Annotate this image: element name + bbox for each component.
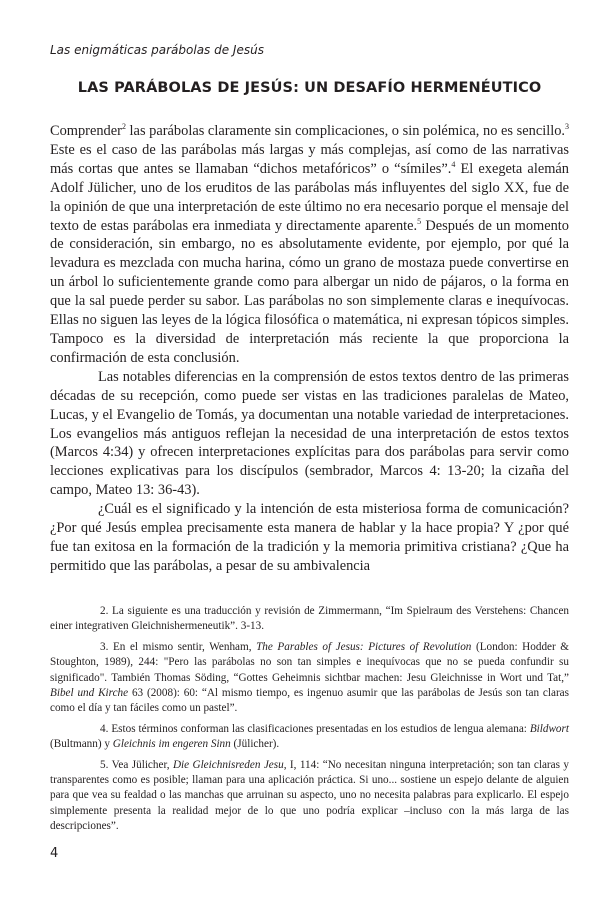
footnote-4 xyxy=(50,722,569,753)
footnotes xyxy=(50,604,569,840)
footnote-ref-2[interactable]: 2 xyxy=(121,122,126,132)
footnote-ref-5[interactable]: 5 xyxy=(417,216,422,226)
fn3-book-title: The Parables of Jesus: Pictures of Revolution xyxy=(256,640,472,653)
body-text xyxy=(50,122,569,576)
fn4-term-2: Gleichnis im engeren Sinn xyxy=(112,738,231,751)
chapter-section-title: LAS PARÁBOLAS DE JESÚS: UN DESAFÍO HERMENÉUTICO xyxy=(77,80,542,96)
footnote-ref-4[interactable]: 4 xyxy=(451,160,456,170)
page-number: 4 xyxy=(50,846,59,861)
footnote-3 xyxy=(50,640,569,717)
fn3-text-c: (London: Hodder & Stoughton, 1989), 244: "Pero las parábolas no son tan simples e inequívocas que no se pueda confundir su significado". También Thomas Söding, “Gottes Geheimnis sichtbar machen: Jesu Gleichnisse in Wort und Tat,” xyxy=(50,640,569,684)
p1-text-d: El exegeta alemán Adolf Jülicher, uno de los eruditos de las parábolas más influyentes del siglo XX, fue de la opinión de que una interpretación de este último no era necesario porque el mensaje del texto de estas parábolas era inmediata y directamente aparente. xyxy=(50,160,569,234)
footnote-5 xyxy=(50,758,569,835)
p1-text-c: Este es el caso de las parábolas más largas y más complejas, así como de las narrativas más cortas que antes se llamaban “dichos metafóricos” o “símiles”. xyxy=(50,141,569,177)
paragraph-2: Las notables diferencias en la comprensión de estos textos dentro de las primeras décadas de su recepción, como puede ser vistas en las tradiciones paralelas de Mateo, Lucas, y el Evangelio de Tomás, ya documentan una notable variedad de interpretaciones. Los evangelios más antiguos reflejan la necesidad de una interpretación de estos textos (Marcos 4:34) y ofrecen interpretaciones explícitas para dos parábolas para servir como lecciones explicativas para los discípulos (sembrador, Marcos 4: 13-20; la cizaña del campo, Mateo 13: 36-43). xyxy=(50,368,569,499)
fn4-term-1: Bildwort xyxy=(529,722,569,735)
fn4-text-e: (Jülicher). xyxy=(230,738,280,751)
footnote-2: 2. La siguiente es una traducción y revisión de Zimmermann, “Im Spielraum des Verstehens: Chancen einer integrativen Gleichnishermeneutik”. 3-13. xyxy=(50,605,569,633)
running-head: Las enigmáticas parábolas de Jesús xyxy=(50,43,264,57)
fn4-text-c: (Bultmann) y xyxy=(50,738,113,751)
fn3-journal-title: Bibel und Kirche xyxy=(50,687,129,700)
fn5-text-c: , I, 114: “No necesitan ninguna interpretación; son tan claras y transparentes como es posible; llaman para una aplicación práctica. Si uno... sostiene un espejo delante de alguien para que vea su fealdad o las manchas que arruinan su aspecto, uno no necesita palabras para explicarlo. El espejo simplemente presenta la realidad mejor de lo que uno podría explicar –incluso con la más larga de las descripciones”. xyxy=(50,758,569,833)
fn5-book-title: Die Gleichnisreden Jesu xyxy=(172,758,284,771)
p1-text-a: Comprender xyxy=(50,123,122,139)
paragraph-3: ¿Cuál es el significado y la intención de esta misteriosa forma de comunicación? ¿Por qué Jesús emplea precisamente esta manera de hablar y la hace propia? Y ¿por qué fue tan exitosa en la formación de la tradición y la memoria primitiva cristiana? ¿Que ha permitido que las parábolas, a pesar de su ambivalencia xyxy=(50,501,569,574)
p1-text-b: las parábolas claramente sin complicaciones, o sin polémica, no es sencillo. xyxy=(125,123,565,139)
footnote-ref-3[interactable]: 3 xyxy=(565,122,569,132)
paragraph-1 xyxy=(50,122,569,368)
fn3-text-a: 3. En el mismo sentir, Wenham, xyxy=(100,640,257,653)
fn5-text-a: 5. Vea Jülicher, xyxy=(100,758,173,771)
fn4-text-a: 4. Estos términos conforman las clasificaciones presentadas en los estudios de lengua alemana: xyxy=(100,722,530,735)
p1-text-e: Después de un momento de consideración, sin embargo, no es absolutamente evidente, por ejemplo, por qué la levadura es mezclada con mucha harina, cómo un grano de mostaza puede convertirse en un árbol lo suficientemente grande como para albergar un nido de pájaros, o la forma en que la sal puede perder su sabor. Las parábolas no son simplemente claras e inequívocas. Ellas no siguen las leyes de la lógica filosófica o matemática, ni expresan tópicos simples. Tampoco es la diversidad de interpretación más reciente la que proporciona la confirmación de esta conclusión. xyxy=(50,217,569,366)
fn3-text-e: 63 (2008): 60: “Al mismo tiempo, es ingenuo asumir que las parábolas de Jesús son tan claras como el día y tan fáciles como un pastel”. xyxy=(50,687,569,715)
